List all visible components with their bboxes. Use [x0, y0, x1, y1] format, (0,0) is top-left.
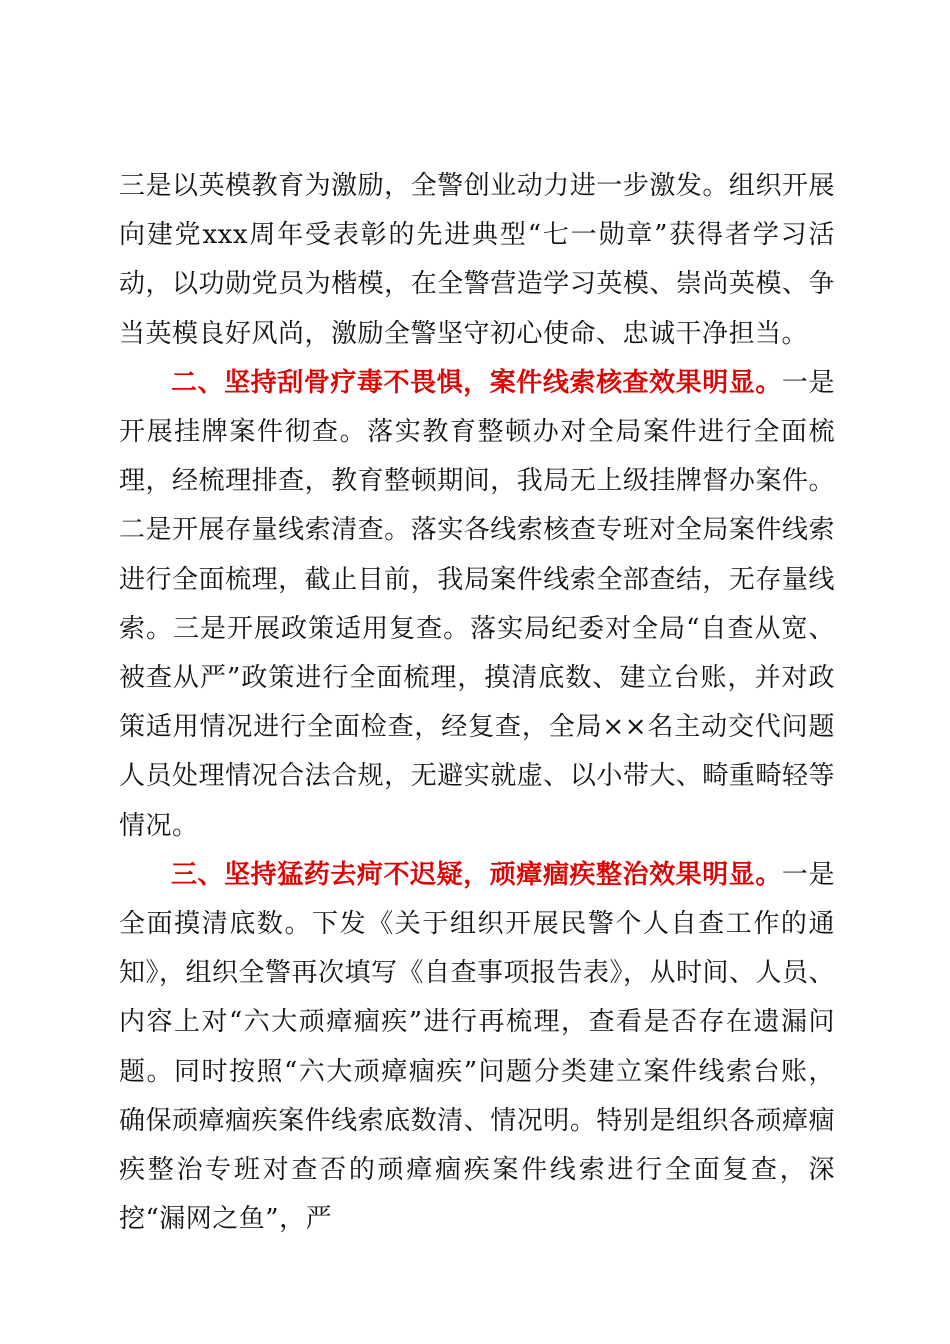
paragraph-1-body: 三是以英模教育为激励，全警创业动力进一步激发。组织开展向建党xxx周年受表彰的先进典型“七一勋章”获得者学习活动，以功勋党员为楷模，在全警营造学习英模、崇尚英模、争当英模良好风尚，激励全警坚守初心使命、忠诚干净担当。: [119, 171, 835, 349]
paragraph-3-body: 一是全面摸清底数。下发《关于组织开展民警个人自查工作的通知》，组织全警再次填写《自查事项报告表》，从时间、人员、内容上对“六大顽瘴痼疾”进行再梳理，查看是否存在遗漏问题。同时按照“六大顽瘴痼疾”问题分类建立案件线索台账，确保顽瘴痼疾案件线索底数清、情况明。特别是组织各顽瘴痼疾整治专班对查否的顽瘴痼疾案件线索进行全面复查，深挖“漏网之鱼”，严: [119, 859, 836, 1235]
paragraph-2: [119, 359, 835, 851]
paragraph-1: [119, 162, 835, 359]
section-heading-3: 三、坚持猛药去疴不迟疑，顽瘴痼疾整治效果明显。: [171, 859, 782, 890]
section-heading-2: 二、坚持刮骨疗毒不畏惧，案件线索核查效果明显。: [171, 367, 782, 398]
document-body: [119, 162, 835, 1244]
paragraph-3: [119, 851, 835, 1245]
paragraph-2-body: 一是开展挂牌案件彻查。落实教育整顿办对全局案件进行全面梳理，经梳理排查，教育整顿期间，我局无上级挂牌督办案件。二是开展存量线索清查。落实各线索核查专班对全局案件线索进行全面梳理，截止目前，我局案件线索全部查结，无存量线索。三是开展政策适用复查。落实局纪委对全局“自查从宽、被查从严”政策进行全面梳理，摸清底数、建立台账，并对政策适用情况进行全面检查，经复查，全局××名主动交代问题人员处理情况合法合规，无避实就虚、以小带大、畸重畸轻等情况。: [119, 367, 835, 841]
